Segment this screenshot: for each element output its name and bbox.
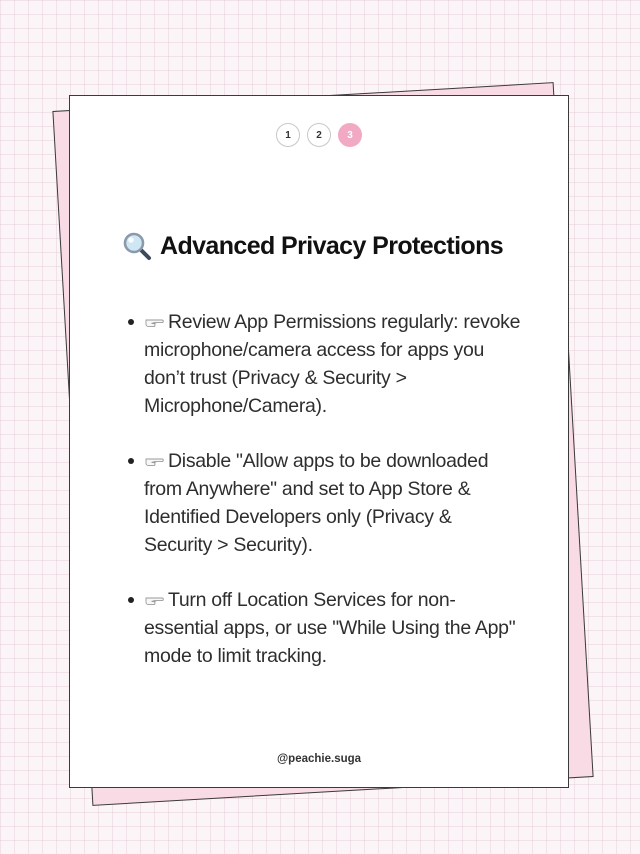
tips-list: [128, 308, 523, 697]
bullet-dot: [128, 458, 134, 464]
page-dot-2[interactable]: 2: [307, 123, 331, 147]
bullet-dot: [128, 319, 134, 325]
page-indicator: [70, 123, 568, 147]
magnifying-glass-icon: [122, 231, 152, 261]
content-card: [69, 95, 569, 788]
tip-text: Disable "Allow apps to be downloaded from Anywhere" and set to App Store & Identified Developers only (Privacy & Security > Security).: [144, 450, 489, 556]
author-handle: @peachie.suga: [276, 753, 362, 765]
list-item: [128, 308, 523, 420]
slide-title: Advanced Privacy Protections: [160, 231, 504, 260]
pointing-hand-icon: [144, 593, 164, 607]
bullet-dot: [128, 597, 134, 603]
title-row: [122, 231, 503, 261]
page-dot-3-current[interactable]: 3: [338, 123, 362, 147]
list-item: [128, 447, 523, 559]
pointing-hand-icon: [144, 315, 164, 329]
pointing-hand-icon: [144, 454, 164, 468]
tip-text: Turn off Location Services for non-essential apps, or use "While Using the App" mode to limit tracking.: [144, 589, 516, 667]
list-item: [128, 586, 523, 670]
tip-text: Review App Permissions regularly: revoke microphone/camera access for apps you don’t trust (Privacy & Security > Microphone/Camera).: [144, 311, 521, 417]
page-dot-1[interactable]: 1: [276, 123, 300, 147]
